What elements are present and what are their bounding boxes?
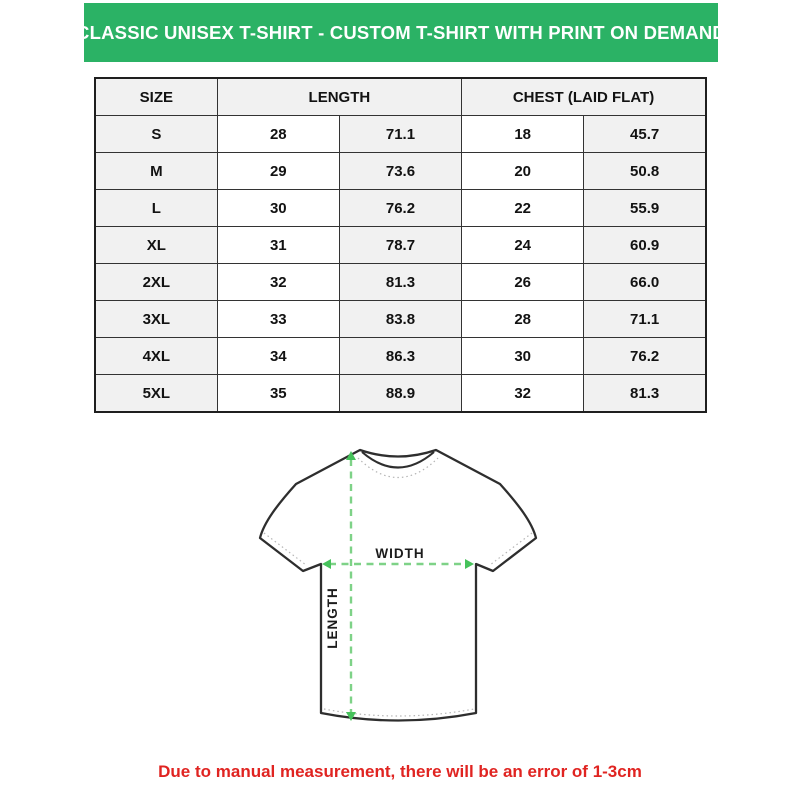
length-cm-cell: 76.2 xyxy=(339,190,461,227)
table-header-row xyxy=(95,78,706,116)
table-row xyxy=(95,338,706,375)
chest-in-cell: 28 xyxy=(462,301,584,338)
chest-cm-cell: 45.7 xyxy=(584,116,706,153)
size-cell: 3XL xyxy=(95,301,217,338)
chest-cm-cell: 71.1 xyxy=(584,301,706,338)
chest-in-cell: 18 xyxy=(462,116,584,153)
tshirt-measurement-diagram xyxy=(250,446,550,742)
table-row xyxy=(95,301,706,338)
length-label: LENGTH xyxy=(325,587,340,649)
chest-in-cell: 32 xyxy=(462,375,584,413)
table-row xyxy=(95,264,706,301)
size-chart-body xyxy=(95,116,706,413)
size-chart-table xyxy=(94,77,707,413)
size-cell: 2XL xyxy=(95,264,217,301)
size-cell: M xyxy=(95,153,217,190)
size-cell: 4XL xyxy=(95,338,217,375)
size-cell: XL xyxy=(95,227,217,264)
chest-cm-cell: 66.0 xyxy=(584,264,706,301)
size-cell: 5XL xyxy=(95,375,217,413)
chest-in-cell: 22 xyxy=(462,190,584,227)
length-in-cell: 28 xyxy=(217,116,339,153)
length-in-cell: 35 xyxy=(217,375,339,413)
size-cell: L xyxy=(95,190,217,227)
length-cm-cell: 86.3 xyxy=(339,338,461,375)
size-chart xyxy=(94,77,707,413)
title-banner xyxy=(76,3,726,62)
length-cm-cell: 83.8 xyxy=(339,301,461,338)
table-row xyxy=(95,227,706,264)
chest-cm-cell: 81.3 xyxy=(584,375,706,413)
chest-in-cell: 30 xyxy=(462,338,584,375)
table-row xyxy=(95,375,706,413)
length-in-cell: 33 xyxy=(217,301,339,338)
column-header-size: SIZE xyxy=(95,78,217,116)
length-in-cell: 34 xyxy=(217,338,339,375)
length-cm-cell: 81.3 xyxy=(339,264,461,301)
width-label: WIDTH xyxy=(375,546,425,561)
chest-cm-cell: 76.2 xyxy=(584,338,706,375)
size-cell: S xyxy=(95,116,217,153)
length-in-cell: 31 xyxy=(217,227,339,264)
chest-cm-cell: 55.9 xyxy=(584,190,706,227)
length-in-cell: 30 xyxy=(217,190,339,227)
column-header-chest: CHEST (LAID FLAT) xyxy=(462,78,706,116)
length-cm-cell: 73.6 xyxy=(339,153,461,190)
length-in-cell: 29 xyxy=(217,153,339,190)
page-title: CLASSIC UNISEX T-SHIRT - CUSTOM T-SHIRT WITH PRINT ON DEMAND xyxy=(76,21,726,43)
table-row xyxy=(95,153,706,190)
chest-in-cell: 20 xyxy=(462,153,584,190)
column-header-length: LENGTH xyxy=(217,78,461,116)
measurement-disclaimer: Due to manual measurement, there will be an error of 1-3cm xyxy=(158,762,642,781)
tshirt-outline-shape xyxy=(260,450,536,721)
chest-in-cell: 24 xyxy=(462,227,584,264)
length-cm-cell: 88.9 xyxy=(339,375,461,413)
length-in-cell: 32 xyxy=(217,264,339,301)
length-cm-cell: 71.1 xyxy=(339,116,461,153)
chest-cm-cell: 50.8 xyxy=(584,153,706,190)
chest-cm-cell: 60.9 xyxy=(584,227,706,264)
table-row xyxy=(95,190,706,227)
table-row xyxy=(95,116,706,153)
length-cm-cell: 78.7 xyxy=(339,227,461,264)
chest-in-cell: 26 xyxy=(462,264,584,301)
